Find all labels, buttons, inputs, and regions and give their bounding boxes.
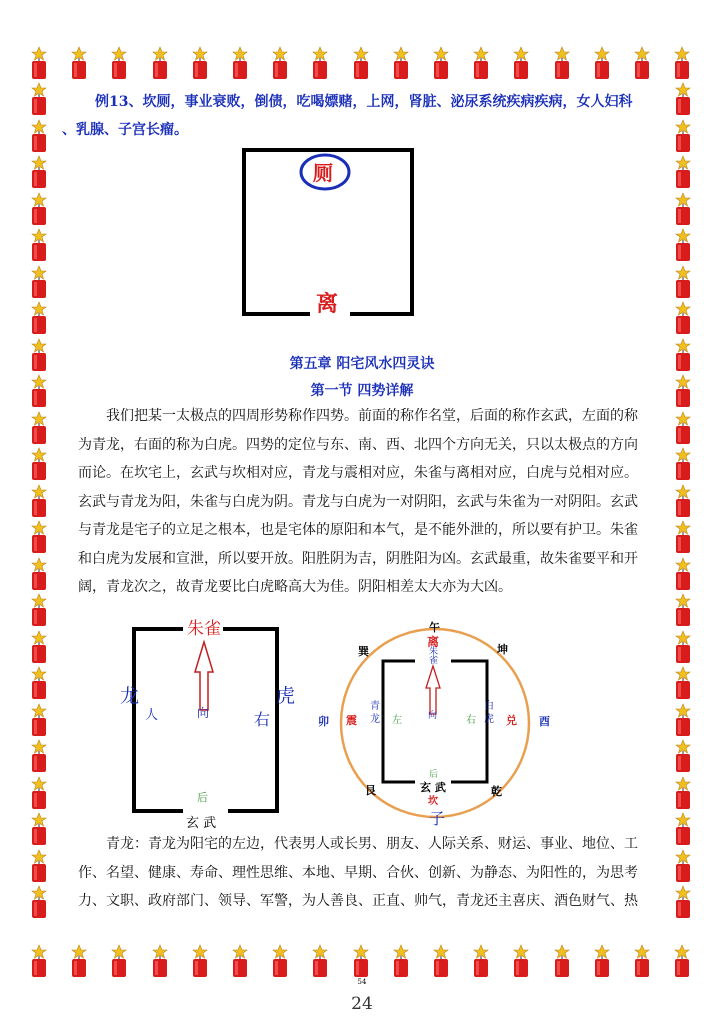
firecracker-icon (149, 944, 171, 978)
firecracker-icon (28, 812, 50, 846)
firecracker-icon (229, 46, 251, 80)
firecracker-icon (28, 155, 50, 189)
firecracker-icon (28, 776, 50, 810)
page-number: 24 (351, 994, 373, 1014)
firecracker-icon (672, 593, 694, 627)
firecracker-icon (591, 944, 613, 978)
firecracker-icon (350, 46, 372, 80)
firecracker-icon (28, 944, 50, 978)
firecracker-icon (672, 849, 694, 883)
firecracker-icon (28, 46, 50, 80)
firecracker-icon (672, 119, 694, 153)
firecracker-icon (189, 944, 211, 978)
firecracker-icon (591, 46, 613, 80)
firecracker-icon (269, 944, 291, 978)
firecracker-icon (672, 666, 694, 700)
paragraph-1-line: 和白虎为发展和宣泄，所以要开放。阳胜阴为吉，阴胜阳为凶。玄武最重，故朱雀要平和开 (78, 550, 638, 567)
dui-label: 兑 (506, 714, 517, 727)
firecracker-icon (672, 228, 694, 262)
firecracker-icon (28, 411, 50, 445)
firecracker-icon (28, 593, 50, 627)
firecracker-icon (28, 484, 50, 518)
firecracker-icon (470, 46, 492, 80)
firecracker-icon (28, 703, 50, 737)
qinglong-small-label: 青 龙 (370, 701, 380, 725)
firecracker-icon (672, 265, 694, 299)
hu-label: 虎 (276, 685, 296, 707)
you-dir-label: 酉 (539, 715, 550, 728)
firecracker-icon (149, 46, 171, 80)
firecracker-icon (672, 411, 694, 445)
firecracker-icon (510, 944, 532, 978)
zhuque-label: 朱雀 (187, 619, 221, 639)
firecracker-icon (672, 776, 694, 810)
firecracker-icon (28, 520, 50, 554)
firecracker-icon (430, 46, 452, 80)
paragraph-2 (78, 830, 662, 916)
firecracker-icon (108, 944, 130, 978)
firecracker-icon (672, 885, 694, 919)
firecracker-icon (390, 944, 412, 978)
firecracker-icon (631, 944, 653, 978)
firecracker-icon (672, 557, 694, 591)
baihu-small-label: 白 虎 (484, 701, 494, 725)
li-dir-label: 离 (427, 635, 440, 649)
firecracker-icon (68, 46, 90, 80)
firecracker-icon (510, 46, 532, 80)
paragraph-1-line: 为青龙，右面的称为白虎。四势的定位与东、南、西、北四个方向无关，只以太极点的方向 (78, 436, 638, 453)
toilet-label: 厕 (313, 161, 333, 185)
wu-label: 午 (429, 621, 440, 634)
paragraph-2-line: 力、文职、政府部门、领导、军警，为人善良、正直、帅气，青龙还主喜庆、酒色财气、热 (78, 893, 638, 909)
firecracker-icon (28, 557, 50, 591)
firecracker-icon (672, 301, 694, 335)
firecracker-icon (28, 885, 50, 919)
firecracker-icon (631, 46, 653, 80)
paragraph-2-line: 青龙：青龙为阳宅的左边，代表男人或长男、朋友、人际关系、财运、事业、地位、工 (106, 836, 638, 852)
mao-label: 卯 (318, 715, 329, 728)
paragraph-1-line: 阔，青龙次之，故青龙要比白虎略高大为佳。阴阳相差太大亦为大凶。 (78, 579, 512, 595)
firecracker-icon (672, 447, 694, 481)
firecracker-icon (269, 46, 291, 80)
ren-label: 人 (145, 708, 159, 723)
firecracker-icon (309, 944, 331, 978)
firecracker-icon (672, 703, 694, 737)
paragraph-1-line: 而论。在坎宅上，玄武与坎相对应，青龙与震相对应，朱雀与离相对应，白虎与兑相对应。 (78, 465, 638, 481)
xun-label: 巽 (358, 645, 369, 658)
firecracker-icon (671, 46, 693, 80)
gen-label: 艮 (365, 784, 376, 797)
xiang-label: 向 (197, 706, 210, 720)
hou-small-label: 后 (429, 770, 439, 780)
firecracker-icon (28, 228, 50, 262)
firecracker-icon (28, 82, 50, 116)
firecracker-icon (672, 192, 694, 226)
zi-label: 子 (429, 809, 446, 828)
li-label: 离 (316, 291, 339, 317)
firecracker-icon (551, 46, 573, 80)
paragraph-2-line: 作、名望、健康、寿命、理性思维、本地、早期、合伙、创新、为静态、为阳性的，为思考 (78, 864, 638, 881)
firecracker-icon (28, 192, 50, 226)
zhen-label: 震 (346, 714, 357, 727)
firecracker-icon (672, 520, 694, 554)
firecracker-icon (28, 301, 50, 335)
firecracker-icon (672, 739, 694, 773)
firecracker-icon (68, 944, 90, 978)
kun-label: 坤 (497, 643, 508, 656)
firecracker-icon (672, 82, 694, 116)
paragraph-1-line: 与青龙是宅子的立足之根本，也是宅体的原阳和本气，是不能外泄的，所以要有护卫。朱雀 (78, 522, 638, 538)
firecracker-icon (390, 46, 412, 80)
firecracker-icon (672, 630, 694, 664)
firecracker-icon (309, 46, 331, 80)
you-label: 右 (254, 710, 271, 729)
xuanwu-small-label: 玄 武 (420, 781, 446, 794)
firecracker-icon (229, 944, 251, 978)
long-label: 龙 (120, 685, 140, 707)
firecracker-icon (672, 812, 694, 846)
firecracker-icon (350, 944, 372, 978)
firecracker-icon (189, 46, 211, 80)
firecracker-icon (551, 944, 573, 978)
zhuque-small-label: 朱 雀 (429, 647, 439, 666)
firecracker-icon (28, 119, 50, 153)
paragraph-1 (78, 402, 662, 602)
paragraph-1-line: 玄武与青龙为阳，朱雀与白虎为阴。青龙与白虎为一对阴阳，玄武与朱雀为一对阴阳。玄武 (78, 493, 638, 510)
firecracker-icon (28, 666, 50, 700)
kan-label: 坎 (428, 796, 438, 807)
section-title: 第一节 四势详解 (310, 383, 414, 399)
you-small-label: 右 (466, 715, 476, 726)
firecracker-icon (671, 944, 693, 978)
firecracker-icon (470, 944, 492, 978)
firecracker-icon (28, 265, 50, 299)
firecracker-icon (28, 447, 50, 481)
example-line-1: 例13、坎厕，事业衰败，倒债，吃喝嫖赌，上网，肾脏、泌尿系统疾病疾病，女人妇科 (95, 94, 633, 110)
xiang-small-label: 向 (428, 711, 438, 721)
hou-label: 后 (197, 791, 208, 804)
xuanwu-label: 玄 武 (186, 816, 217, 831)
firecracker-icon (672, 484, 694, 518)
inner-page-number: 54 (357, 978, 367, 986)
zuo-label: 左 (392, 715, 402, 726)
qian-label: 乾 (491, 785, 502, 798)
firecracker-icon (672, 155, 694, 189)
chapter-title: 第五章 阳宅风水四灵诀 (289, 356, 435, 372)
firecracker-icon (28, 739, 50, 773)
firecracker-icon (28, 849, 50, 883)
example-line-2: 、乳腺、子宫长瘤。 (62, 122, 188, 138)
firecracker-icon (28, 630, 50, 664)
firecracker-icon (430, 944, 452, 978)
paragraph-1-line: 我们把某一太极点的四周形势称作四势。前面的称作名堂，后面的称作玄武，左面的称 (106, 408, 638, 424)
firecracker-icon (108, 46, 130, 80)
